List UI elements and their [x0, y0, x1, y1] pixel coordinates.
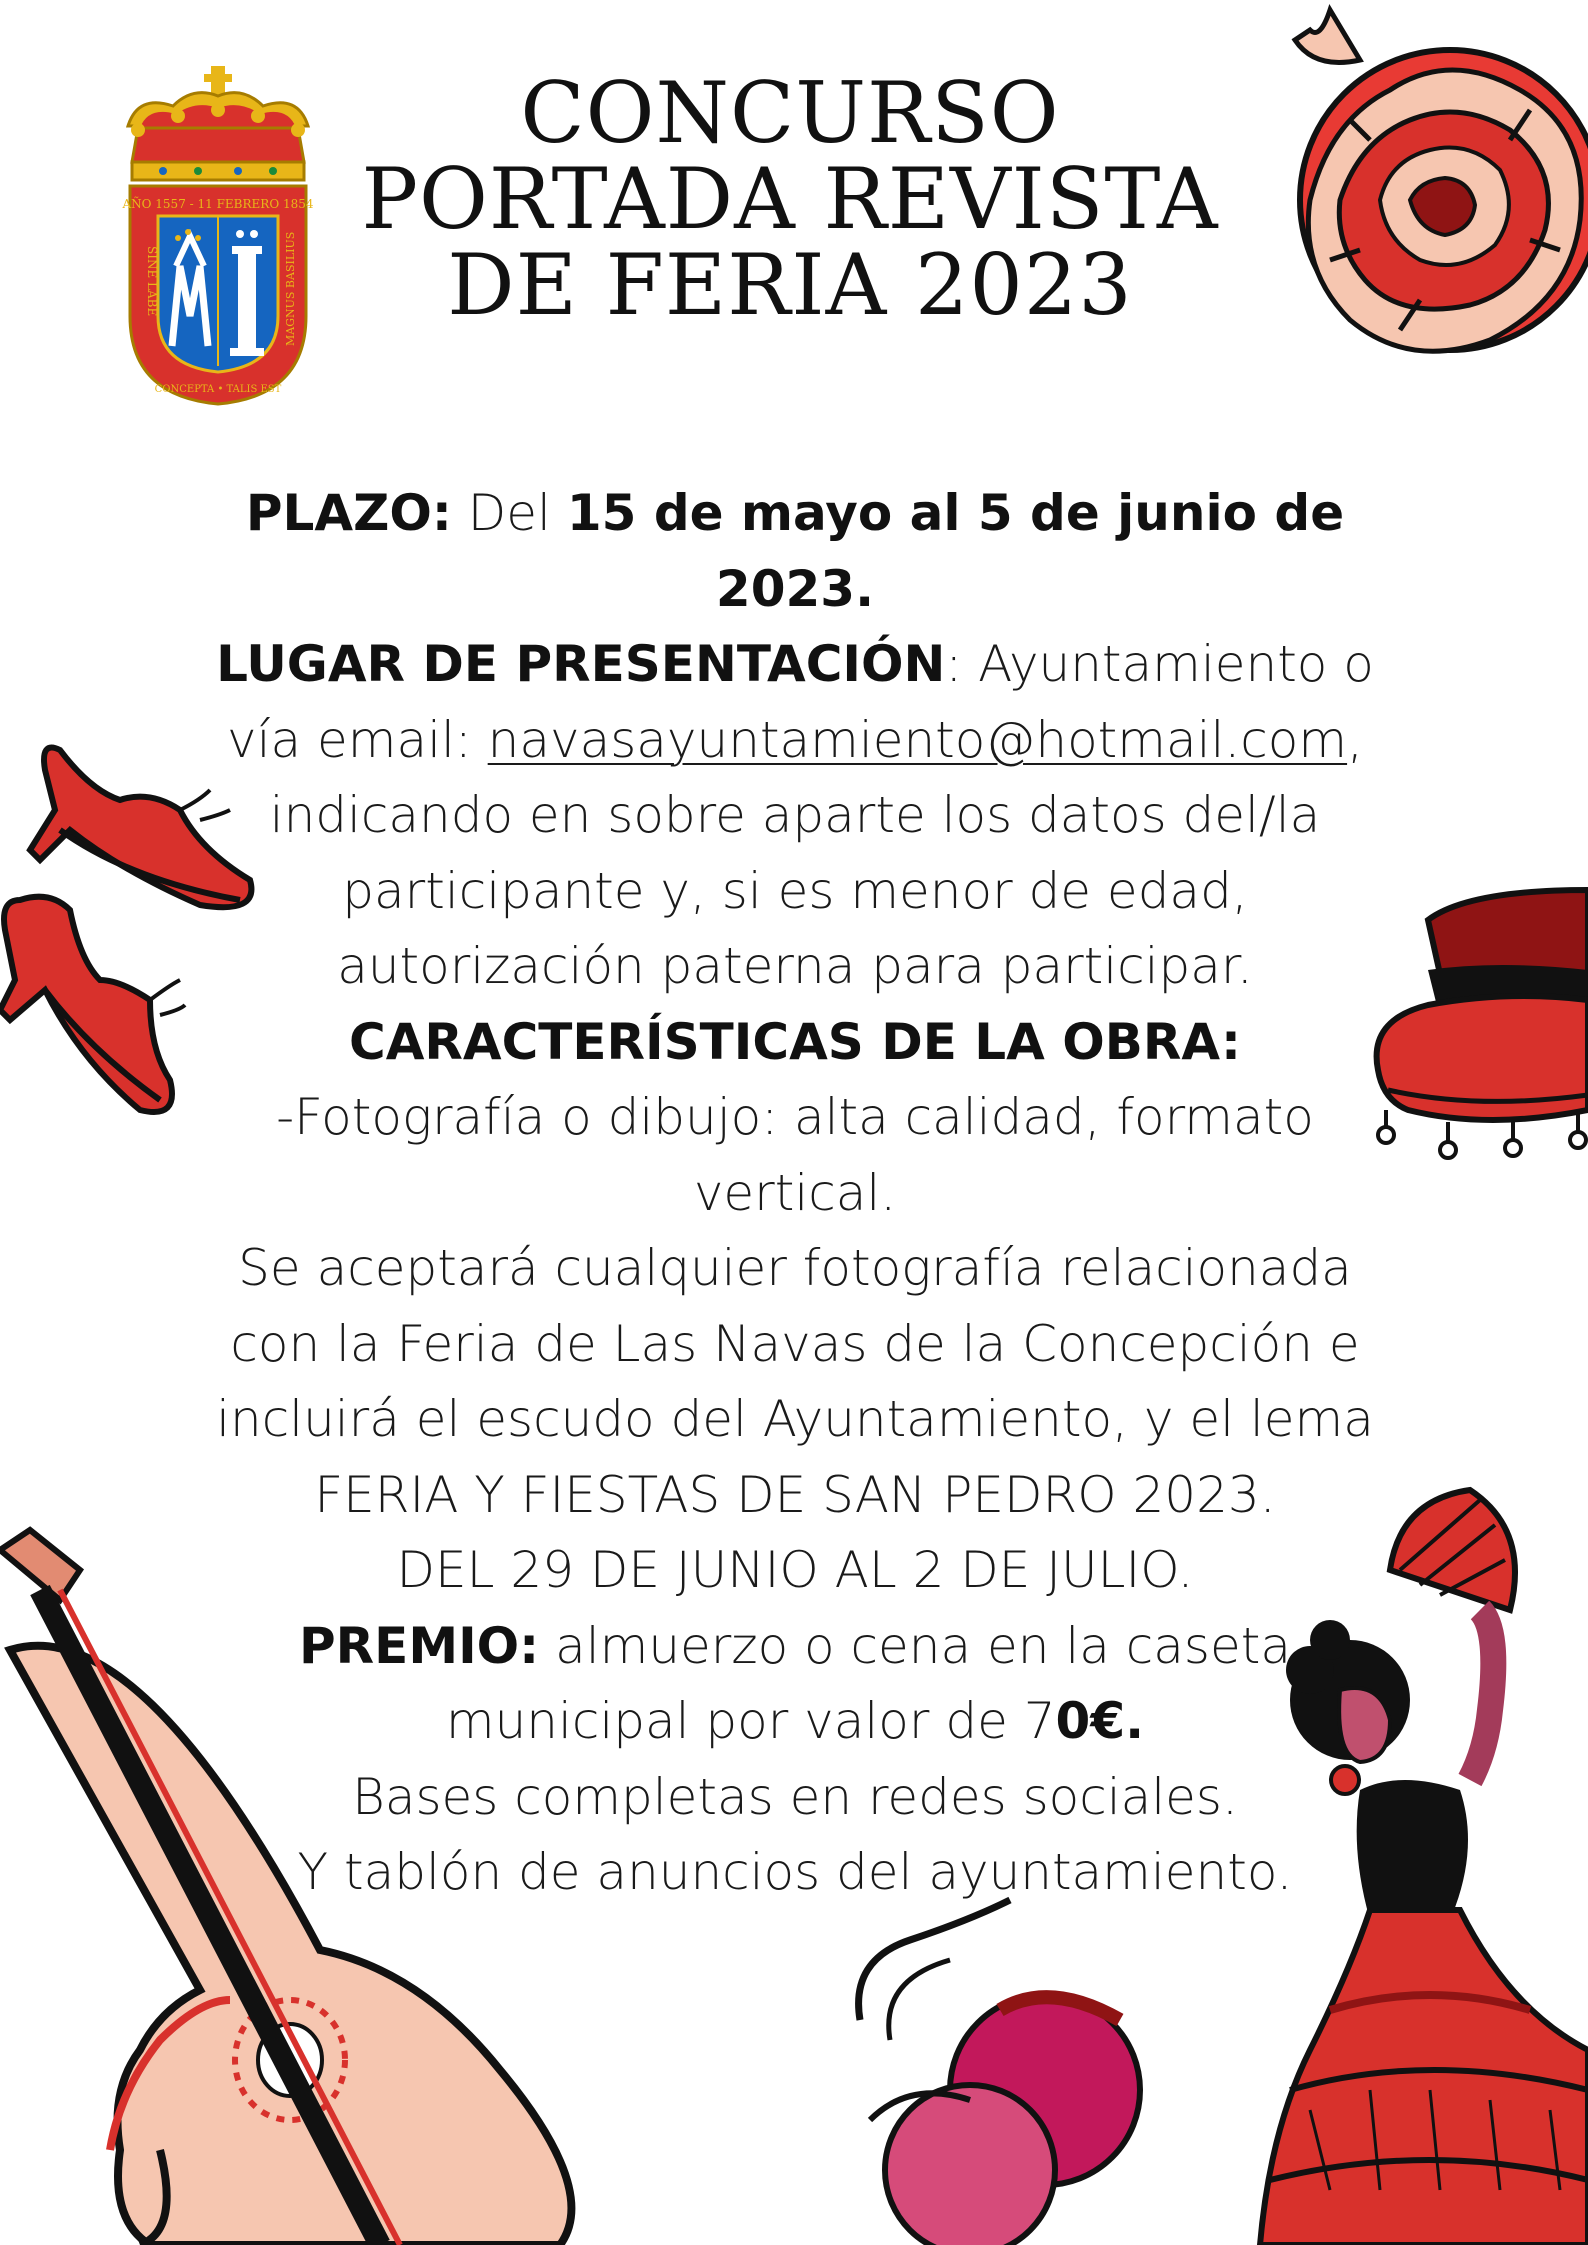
crest-bottom-text: CONCEPTA • TALIS EST	[154, 384, 282, 395]
caracteristicas-line-3: Se aceptará cualquier fotografía relacionada	[238, 1239, 1352, 1297]
contest-details	[200, 476, 1390, 1911]
title-line-2: PORTADA REVISTA	[361, 150, 1219, 248]
premio-line-2	[200, 1684, 1390, 1760]
caracteristicas-line-5: incluirá el escudo del Ayuntamiento, y el lema	[216, 1390, 1374, 1448]
premio-line	[200, 1609, 1390, 1685]
caracteristicas-heading	[200, 1005, 1390, 1081]
lugar-line	[200, 627, 1390, 703]
coat-of-arms-icon	[118, 66, 318, 406]
crown-icon	[128, 66, 308, 180]
email-link[interactable]: navasayuntamiento@hotmail.com	[487, 710, 1348, 769]
carnation-flower-icon	[1290, 0, 1588, 395]
title-line-1: CONCURSO	[520, 64, 1060, 162]
premio-label: PREMIO:	[299, 1616, 540, 1675]
bases-line-2: Y tablón de anuncios del ayuntamiento.	[297, 1843, 1293, 1901]
email-suffix: ,	[1347, 710, 1363, 769]
premio-text-1: almuerzo o cena en la caseta	[539, 1616, 1291, 1675]
crest-top-text: AÑO 1557 - 11 FEBRERO 1854	[122, 197, 314, 211]
email-line	[200, 703, 1390, 779]
cordobes-hat-icon	[1368, 860, 1588, 1180]
crest-side-right-text: MAGNUS BASILIUS	[284, 231, 297, 346]
lugar-text-1: : Ayuntamiento o	[945, 635, 1374, 693]
plazo-line	[200, 476, 1390, 552]
lugar-label: LUGAR DE PRESENTACIÓN	[216, 635, 946, 693]
caracteristicas-line-1: -Fotografía o dibujo: alta calidad, formato	[276, 1088, 1314, 1146]
caracteristicas-line-6: FERIA Y FIESTAS DE SAN PEDRO 2023.	[314, 1465, 1276, 1524]
plazo-year: 2023.	[715, 559, 875, 618]
lugar-line-3: indicando en sobre aparte los datos del/la	[269, 786, 1321, 844]
plazo-label: PLAZO:	[245, 484, 452, 542]
page-title	[320, 64, 1260, 334]
premio-amount: 0€.	[1055, 1692, 1145, 1750]
email-prefix: vía email:	[227, 710, 488, 769]
title-line-3: DE FERIA 2023	[447, 236, 1133, 334]
lugar-line-5: autorización paterna para participar.	[337, 937, 1253, 995]
castanets-icon	[850, 1900, 1150, 2245]
bases-line-1: Bases completas en redes sociales.	[352, 1767, 1238, 1826]
caracteristicas-line-4: con la Feria de Las Navas de la Concepción e	[230, 1314, 1360, 1373]
plazo-dates: 15 de mayo al 5 de junio de	[566, 484, 1345, 542]
lugar-line-4: participante y, si es menor de edad,	[342, 861, 1248, 920]
caracteristicas-line-2: vertical.	[693, 1163, 897, 1222]
caracteristicas-label: CARACTERÍSTICAS DE LA OBRA:	[349, 1012, 1241, 1071]
crest-side-left-text: SINE LABE	[145, 246, 159, 317]
caracteristicas-line-7: DEL 29 DE JUNIO AL 2 DE JULIO.	[396, 1541, 1194, 1599]
flamenco-shoe-lower-icon	[0, 897, 185, 1112]
plazo-year-line	[200, 552, 1390, 628]
plazo-prefix: Del	[467, 484, 551, 542]
premio-text-2: municipal por valor de 7	[445, 1692, 1056, 1750]
